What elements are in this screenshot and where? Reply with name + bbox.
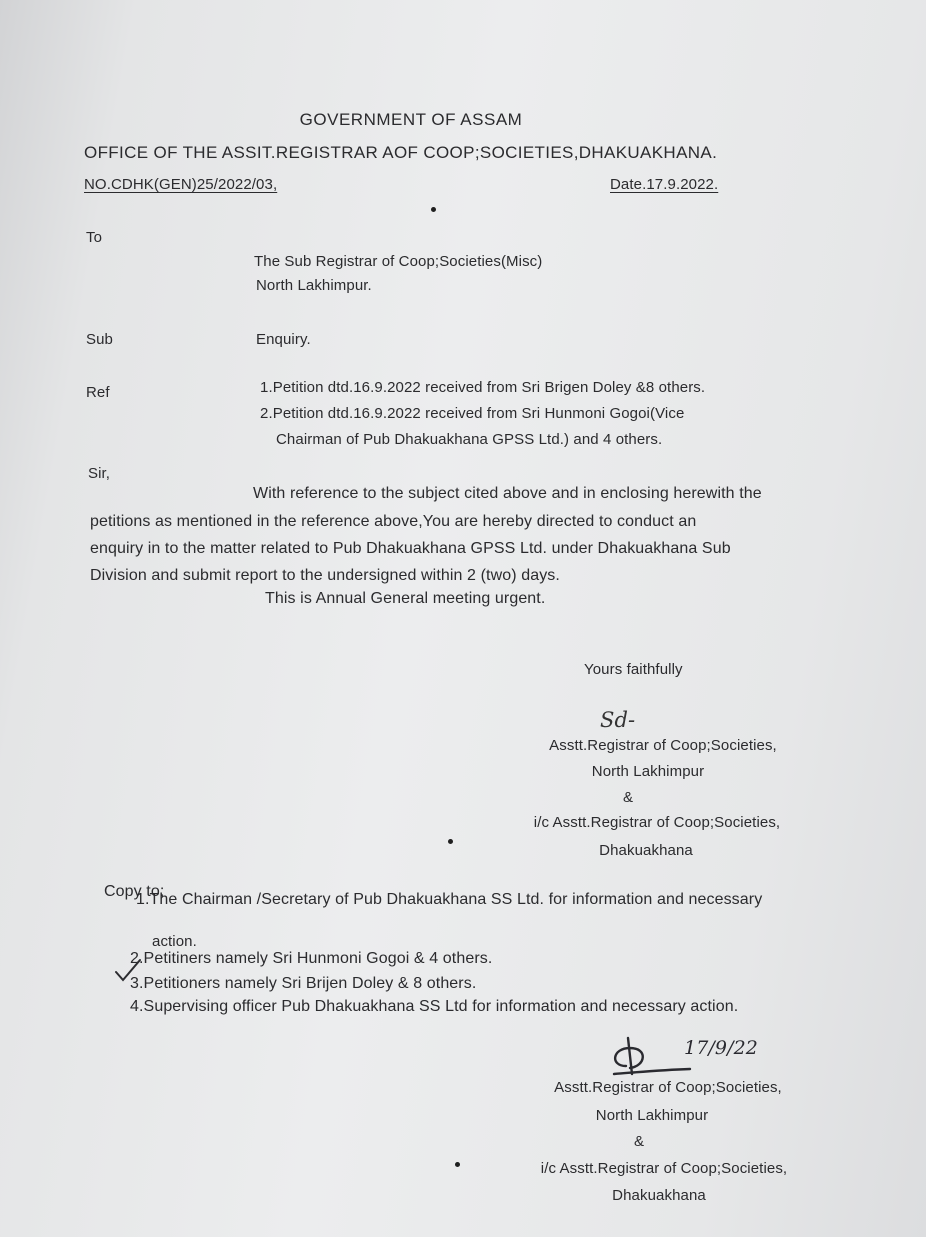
signatory2-place-2: Dhakuakhana [612,1187,706,1204]
letter-date: Date.17.9.2022. [610,176,719,193]
copy-to-heading: Copy to; [104,883,165,900]
body-line-2: petitions as mentioned in the reference above,You are hereby directed to conduct an [90,513,697,530]
body-line-1: With reference to the subject cited above and in enclosing herewith the [253,485,762,502]
copy-item-2: 2.Petitiners namely Sri Hunmoni Gogoi & 4 others. [130,950,493,967]
signatory-place-2: Dhakuakhana [599,842,693,859]
to-label: To [86,229,103,246]
sd-mark: Sd- [600,708,636,732]
government-heading: GOVERNMENT OF ASSAM [299,110,523,129]
signatory-title-2: i/c Asstt.Registrar of Coop;Societies, [533,814,781,831]
salutation: Sir, [88,465,111,482]
reference-number: NO.CDHK(GEN)25/2022/03, [84,176,278,193]
subject-text: Enquiry. [256,331,311,348]
ink-speck [448,839,453,844]
signatory-place-1: North Lakhimpur [591,763,705,780]
signatory2-place-1: North Lakhimpur [595,1107,709,1124]
copy-item-4: 4.Supervising officer Pub Dhakuakhana SS Ltd for information and necessary action. [130,998,739,1015]
addressee-line-2: North Lakhimpur. [256,277,372,294]
signatory2-title-1: Asstt.Registrar of Coop;Societies, [554,1079,782,1096]
copy-item-1: 1.The Chairman /Secretary of Pub Dhakuakhana SS Ltd. for information and necessary [136,891,763,908]
addressee-line-1: The Sub Registrar of Coop;Societies(Misc) [254,253,543,270]
office-heading: OFFICE OF THE ASSIT.REGISTRAR AOF COOP;SOCIETIES,DHAKUAKHANA. [84,143,718,162]
signatory2-ampersand: & [633,1133,645,1150]
reference-item-2: 2.Petition dtd.16.9.2022 received from Sri Hunmoni Gogoi(Vice [260,405,685,422]
reference-item-1: 1.Petition dtd.16.9.2022 received from Sri Brigen Doley &8 others. [260,379,706,396]
body-line-4: Division and submit report to the undersigned within 2 (two) days. [90,567,560,584]
reference-item-2-continued: Chairman of Pub Dhakuakhana GPSS Ltd.) and 4 others. [276,431,663,448]
ink-speck [455,1162,460,1167]
signatory-title-1: Asstt.Registrar of Coop;Societies, [549,737,777,754]
copy-item-3: 3.Petitioners namely Sri Brijen Doley & 8 others. [130,975,477,992]
signatory-ampersand: & [622,789,634,806]
ink-speck [431,207,436,212]
signatory2-title-2: i/c Asstt.Registrar of Coop;Societies, [540,1160,788,1177]
reference-label: Ref [86,384,110,401]
handwritten-date: 17/9/22 [684,1037,758,1059]
copy-item-1-continued: action. [152,933,197,950]
body-line-3: enquiry in to the matter related to Pub Dhakuakhana GPSS Ltd. under Dhakuakhana Sub [90,540,731,557]
body-line-5: This is Annual General meeting urgent. [265,590,546,607]
subject-label: Sub [86,331,113,348]
closing: Yours faithfully [584,661,683,678]
